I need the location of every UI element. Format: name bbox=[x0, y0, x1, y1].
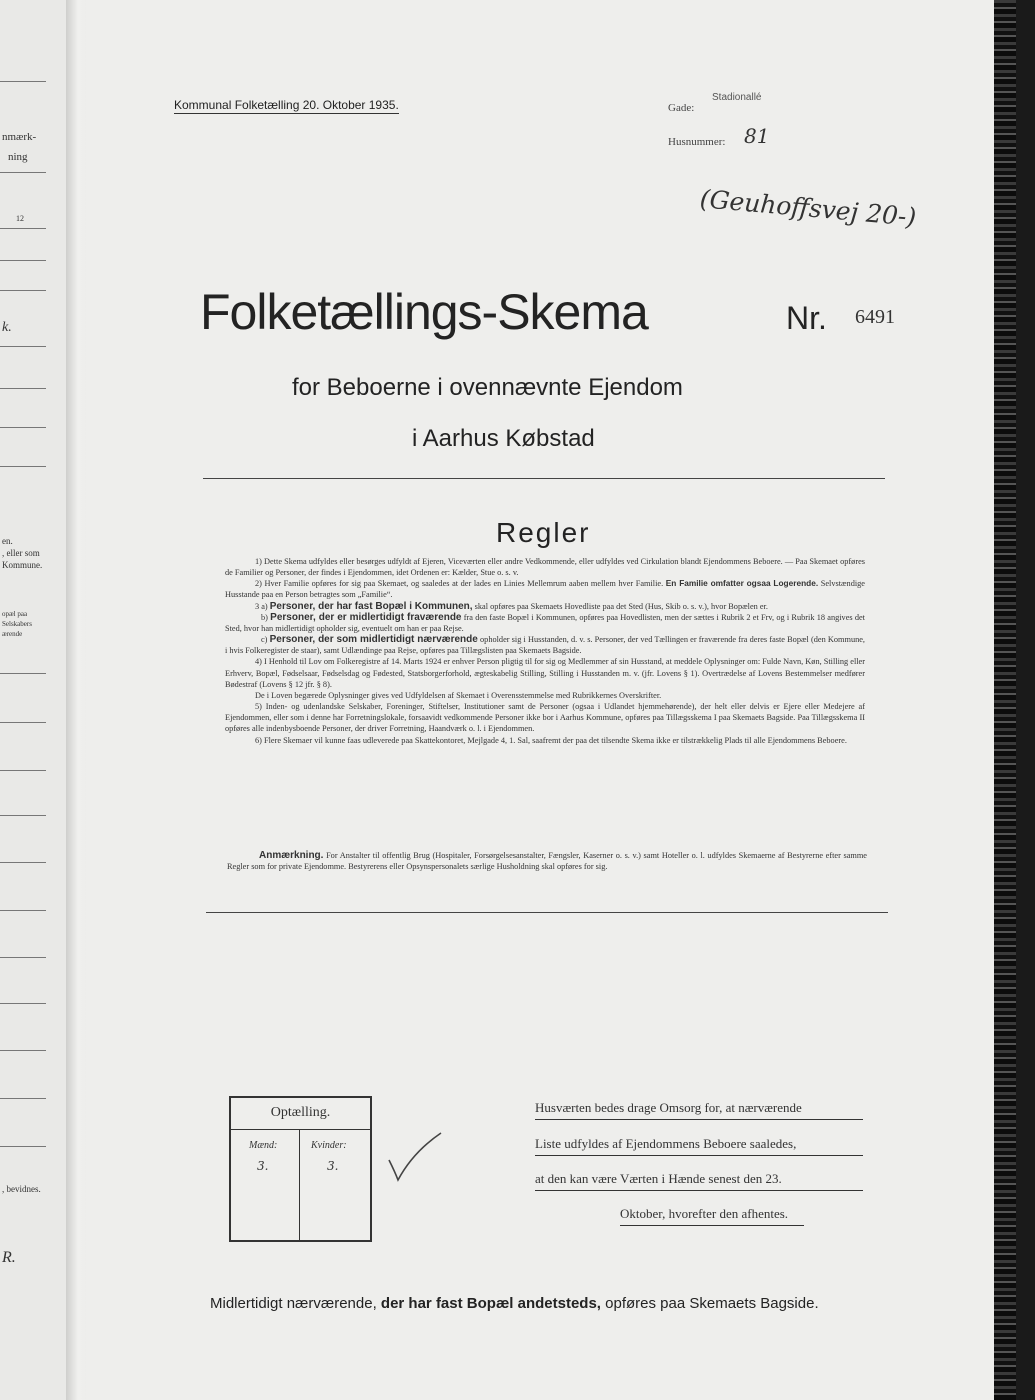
handwritten-address-note: (Geuhoffsvej 20-) bbox=[698, 184, 918, 232]
ruled-line bbox=[0, 673, 46, 674]
ruled-line bbox=[0, 862, 46, 863]
ruled-line bbox=[0, 228, 46, 229]
count-box-divider bbox=[299, 1129, 300, 1240]
women-count: 3. bbox=[327, 1159, 339, 1173]
form-subtitle-1: for Beboerne i ovennævnte Ejendom bbox=[292, 374, 683, 401]
ruled-line bbox=[0, 1098, 46, 1099]
rule-5: 5) Inden- og udenlandske Selskaber, Foreninger, Stiftelser, Institutioner samt de Personer (ogsaa i Udlandet hjemmehørende), der helt eller delvis er Ejere eller Medejere af Ejendommen, eller som i denne har Forretningslokale, forsaavidt vedkommende Personer ikke bor i Aarhus Kommune, opføres paa Tillægsskema I paa Skemaets Bagside. Paa Tillægsskema II opføres alle indenbysboende Personer, der driver Forretning, Haandværk o. l. i Ejendommen. bbox=[225, 702, 865, 734]
left-signature-fragment: R. bbox=[2, 1249, 16, 1266]
underline bbox=[535, 1190, 863, 1191]
underline bbox=[620, 1225, 804, 1226]
gade-value: Stadionallé bbox=[712, 92, 762, 103]
remark-text bbox=[227, 850, 867, 872]
footer-note bbox=[210, 1295, 819, 1312]
husnummer-value: 81 bbox=[744, 124, 770, 148]
rule-2: 2) Hver Familie opføres for sig paa Skemaet, og saaledes at der lades en Linies Mellemrum aaben mellem hver Familie. En Familie omfatter ogsaa Logerende. Selvstændige Husstande paa en Person betragtes som „Familie“. bbox=[225, 578, 865, 600]
divider bbox=[206, 912, 888, 913]
left-fragment: ærende bbox=[2, 630, 23, 638]
left-anmaerkning-label: nmærk- bbox=[2, 131, 37, 143]
left-page-strip bbox=[0, 0, 66, 1400]
count-box bbox=[229, 1096, 372, 1242]
ruled-line bbox=[0, 1050, 46, 1051]
rule-4: 4) I Henhold til Lov om Folkeregistre af 14. Marts 1924 er enhver Person pligtig til for sig og Medlemmer af sin Husstand, at meddele Oplysninger om: Fulde Navn, Køn, Stilling eller Erhverv, Bopæl, Fødselsaar, Fødselsdag og Fødested, Statsborgerforhold, ægteskabelig Stilling, Stilling i Husstanden m. v. (jfr. Lovens § 1). Overtrædelse af Lovens Bestemmelser medfører Bødestraf (Lovens § 12 jfr. § 8). bbox=[225, 657, 865, 689]
rule-1: 1) Dette Skema udfyldes eller besørges udfyldt af Ejeren, Viceværten eller andre Vedkommende, eller udfyldes ved Cirkulation blandt Ejendommens Beboere. — Paa Skemaet opføres de Familier og Personer, der findes i Ejendommen, idet Ordenen er: Kælder, Stue o. s. v. bbox=[225, 557, 865, 578]
form-number-value: 6491 bbox=[855, 306, 895, 328]
left-fragment: Kommune. bbox=[2, 560, 43, 570]
ruled-line bbox=[0, 1003, 46, 1004]
left-anmaerkning-label-2: ning bbox=[8, 151, 28, 163]
gade-label: Gade: bbox=[668, 102, 695, 114]
ruled-line bbox=[0, 957, 46, 958]
form-number-label: Nr. bbox=[786, 300, 827, 336]
rule-6: 6) Flere Skemaer vil kunne faas udleverede paa Skattekontoret, Mejlgade 4, 1. Sal, saafremt der paa det tilsendte Skema ikke er tilstrækkelig Plads til alle Ejendommens Beboere. bbox=[255, 735, 847, 745]
rule-4-note: De i Loven begærede Oplysninger gives ved Udfyldelsen af Skemaet i Overensstemmelse med Rubrikkernes Overskrifter. bbox=[255, 690, 662, 700]
underline bbox=[535, 1155, 863, 1156]
women-label: Kvinder: bbox=[311, 1140, 347, 1151]
check-mark-icon bbox=[385, 1130, 445, 1186]
ruled-line bbox=[0, 722, 46, 723]
form-title: Folketællings-Skema bbox=[200, 284, 648, 340]
left-fragment: , bevidnes. bbox=[2, 1184, 41, 1194]
left-fragment: Selskabers bbox=[2, 620, 32, 628]
rules-text bbox=[225, 556, 865, 746]
instruction-line-2: Liste udfyldes af Ejendommens Beboere saaledes, bbox=[535, 1136, 797, 1151]
ruled-line bbox=[0, 466, 46, 467]
footer-post: opføres paa Skemaets Bagside. bbox=[605, 1295, 819, 1312]
left-fragment: , eller som bbox=[2, 548, 40, 558]
remark-heading: Anmærkning. bbox=[259, 850, 324, 861]
rule-3a: 3 a) Personer, der har fast Bopæl i Kommunen, skal opføres paa Skemaets Hovedliste paa det Sted (Hus, Skib o. s. v.), hvor Bopælen er. bbox=[255, 600, 768, 612]
rules-heading: Regler bbox=[496, 517, 591, 548]
underline bbox=[535, 1119, 863, 1120]
left-fragment: en. bbox=[2, 536, 13, 546]
form-subtitle-2: i Aarhus Købstad bbox=[412, 425, 595, 452]
rule-3b: b) Personer, der er midlertidigt fraværende fra den faste Bopæl i Kommunen, opføres paa Hovedlisten, men der sættes i Rubrik 2 et Frv, og i Rubrik 18 angives det Sted, hvor han midlertidigt opholder sig, eventuelt om han er paa Rejse. bbox=[225, 611, 865, 633]
divider bbox=[203, 478, 885, 479]
left-column-number: 12 bbox=[16, 214, 24, 223]
ruled-line bbox=[0, 346, 46, 347]
ruled-line bbox=[0, 427, 46, 428]
instruction-line-4: Oktober, hvorefter den afhentes. bbox=[620, 1206, 789, 1221]
book-gutter bbox=[66, 0, 86, 1400]
ruled-line bbox=[0, 172, 46, 173]
remark-body: For Anstalter til offentlig Brug (Hospitaler, Forsørgelsesanstalter, Fængsler, Kaserner o. s. v.) samt Hoteller o. l. udfyldes Skemaerne af Bestyrerne efter samme Regler som for private Ejendomme. Bestyrerens eller Opsynspersonalets særlige Husholdning skal opføres for sig. bbox=[227, 851, 867, 872]
ruled-line bbox=[0, 770, 46, 771]
book-edge bbox=[994, 0, 1016, 1400]
instruction-line-1: Husværten bedes drage Omsorg for, at nærværende bbox=[535, 1100, 802, 1115]
census-title: Kommunal Folketælling 20. Oktober 1935. bbox=[174, 98, 399, 112]
ruled-line bbox=[0, 815, 46, 816]
men-label: Mænd: bbox=[249, 1140, 278, 1151]
footer-bold: der har fast Bopæl andetsteds, bbox=[380, 1295, 601, 1312]
ruled-line bbox=[0, 1146, 46, 1147]
left-fragment: opæl paa bbox=[2, 610, 28, 618]
left-hand-mark: k. bbox=[2, 320, 12, 335]
instruction-line-3: at den kan være Værten i Hænde senest den 23. bbox=[535, 1171, 782, 1186]
ruled-line bbox=[0, 260, 46, 261]
ruled-line bbox=[0, 910, 46, 911]
ruled-line bbox=[0, 81, 46, 82]
men-count: 3. bbox=[257, 1159, 269, 1173]
husnummer-label: Husnummer: bbox=[668, 136, 726, 148]
ruled-line bbox=[0, 290, 46, 291]
ruled-line bbox=[0, 388, 46, 389]
count-box-divider bbox=[231, 1129, 370, 1130]
footer-pre: Midlertidigt nærværende, bbox=[210, 1295, 377, 1312]
rule-3c: c) Personer, der som midlertidigt nærværende opholder sig i Husstanden, d. v. s. Personer, der ved Tællingen er fraværende fra deres faste Bopæl (den Kommune, i hvis Folkeregister de staar), samt Udlændinge paa Rejse, opføres paa Tillægslisten paa Skemaets Bagside. bbox=[225, 634, 865, 656]
count-box-title: Optælling. bbox=[270, 1105, 331, 1120]
